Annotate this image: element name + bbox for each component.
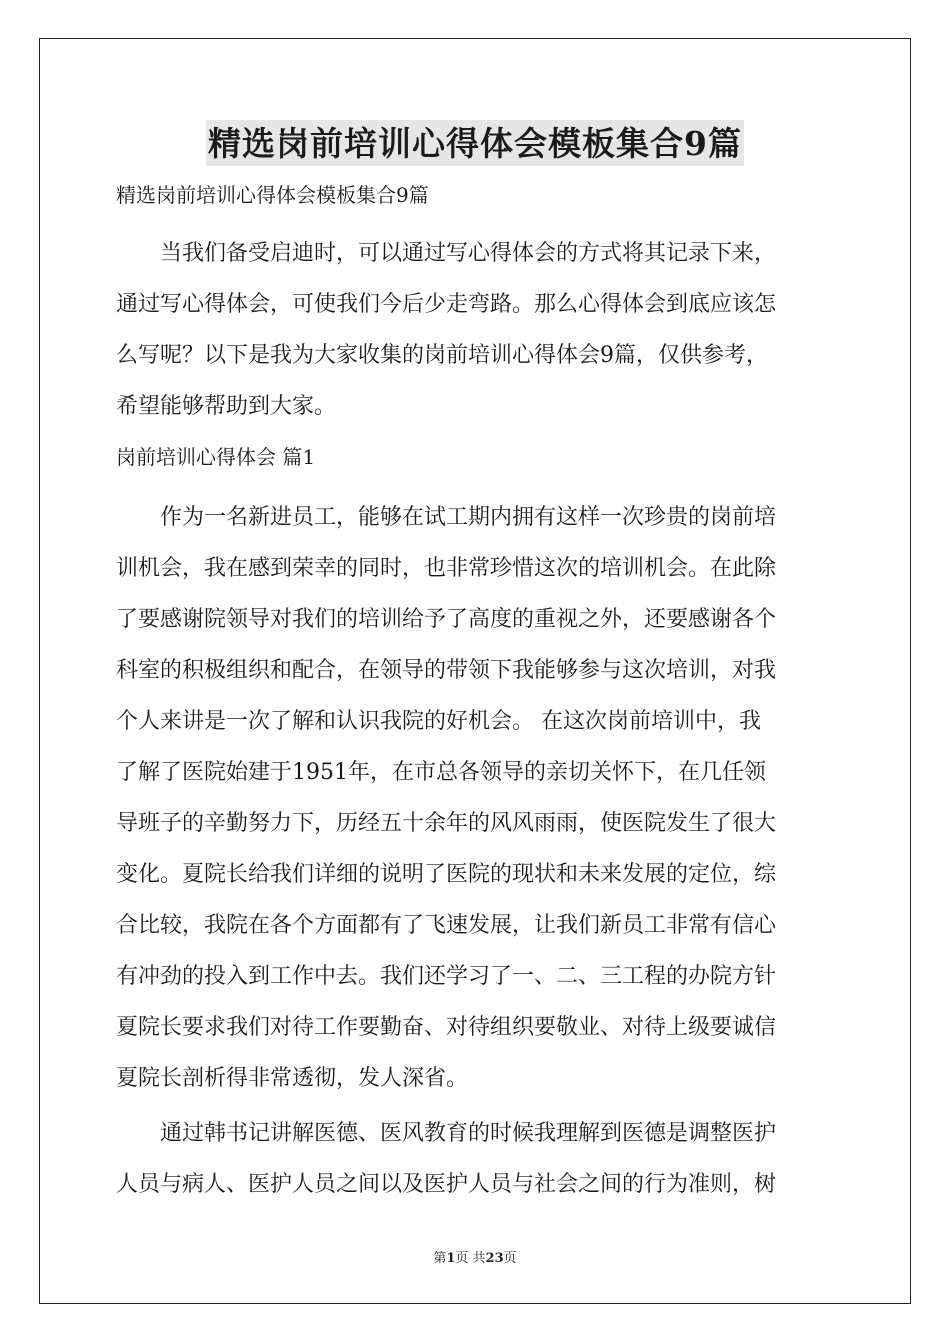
- text-line: 夏院长剖析得非常透彻，发人深省。: [116, 1066, 469, 1091]
- text-line: 训机会，我在感到荣幸的同时，也非常珍惜这次的培训机会。在此除: [116, 556, 777, 581]
- total-pages-number: 23: [485, 1251, 504, 1266]
- section-heading: 岗前培训心得体会 篇1: [116, 445, 316, 469]
- text-line: 人员与病人、医护人员之间以及医护人员与社会之间的行为准则，树: [116, 1172, 777, 1197]
- text-line: 个人来讲是一次了解和认识我院的好机会。 在这次岗前培训中，我: [116, 709, 761, 734]
- page-prefix: 第: [433, 1251, 447, 1266]
- current-page-number: 1: [446, 1251, 456, 1266]
- document-title: 精选岗前培训心得体会模板集合9篇: [206, 120, 744, 166]
- page-mid: 页 共: [455, 1251, 486, 1266]
- paragraph-1: [116, 492, 834, 1104]
- text-line: 通过韩书记讲解医德、医风教育的时候我理解到医德是调整医护: [160, 1121, 777, 1146]
- paragraph-2: [116, 1108, 834, 1210]
- text-line: 导班子的辛勤努力下，历经五十余年的风风雨雨，使医院发生了很大: [116, 811, 777, 836]
- text-line: 希望能够帮助到大家。: [116, 394, 337, 419]
- page-footer: [0, 1247, 950, 1266]
- text-line: 作为一名新进员工，能够在试工期内拥有这样一次珍贵的岗前培: [160, 505, 777, 530]
- title-wrap: [116, 120, 834, 166]
- intro-paragraph: [116, 228, 834, 432]
- text-line: 当我们备受启迪时，可以通过写心得体会的方式将其记录下来，: [160, 241, 777, 266]
- text-line: 科室的积极组织和配合，在领导的带领下我能够参与这次培训，对我: [116, 658, 777, 683]
- text-line: 有冲劲的投入到工作中去。我们还学习了一、二、三工程的办院方针: [116, 964, 777, 989]
- document-body: [116, 120, 834, 1214]
- text-line: 么写呢？以下是我为大家收集的岗前培训心得体会9篇，仅供参考，: [116, 343, 768, 368]
- document-subtitle: 精选岗前培训心得体会模板集合9篇: [116, 183, 429, 207]
- text-line: 了解了医院始建于1951年，在市总各领导的亲切关怀下，在几任领: [116, 760, 766, 785]
- text-line: 变化。夏院长给我们详细的说明了医院的现状和未来发展的定位，综: [116, 862, 777, 887]
- text-line: 通过写心得体会，可使我们今后少走弯路。那么心得体会到底应该怎: [116, 292, 777, 317]
- text-line: 夏院长要求我们对待工作要勤奋、对待组织要敬业、对待上级要诚信: [116, 1015, 777, 1040]
- page-suffix: 页: [503, 1251, 517, 1266]
- text-line: 了要感谢院领导对我们的培训给予了高度的重视之外，还要感谢各个: [116, 607, 777, 632]
- text-line: 合比较，我院在各个方面都有了飞速发展，让我们新员工非常有信心: [116, 913, 777, 938]
